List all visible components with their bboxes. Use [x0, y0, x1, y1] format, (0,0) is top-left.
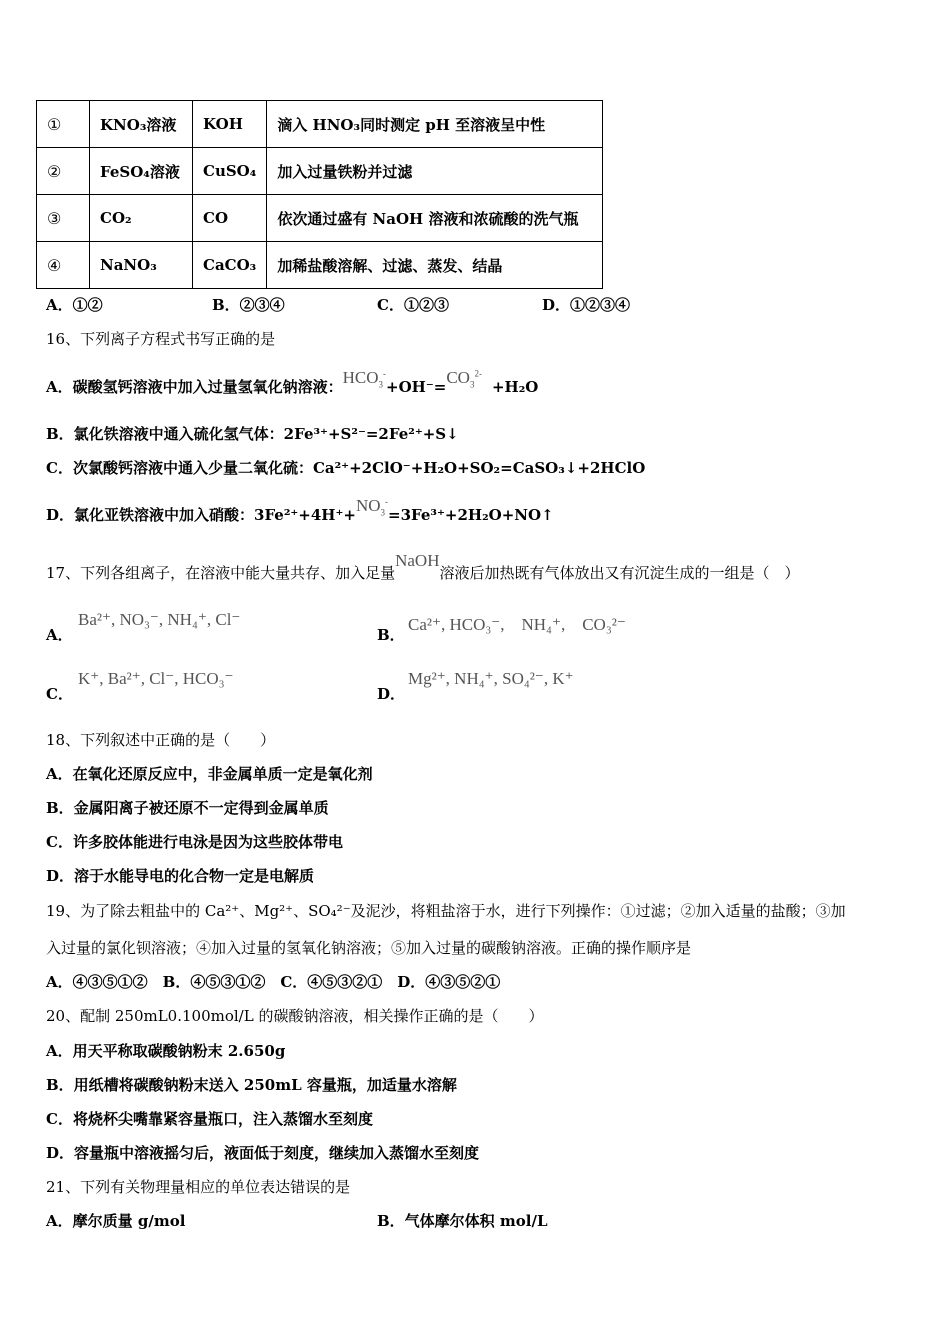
method: 加稀盐酸溶解、过滤、蒸发、结晶	[267, 242, 603, 289]
table-row	[37, 148, 603, 195]
q16-stem: 16、下列离子方程式书写正确的是	[46, 330, 276, 348]
q16-a-end: +H₂O	[491, 378, 539, 396]
q17-option-b-label: B．	[377, 626, 405, 644]
q17-stem-suffix: 溶液后加热既有气体放出又有沉淀生成的一组是（ ）	[439, 564, 800, 582]
substance: NaNO₃	[90, 242, 193, 289]
impurity: CO	[193, 195, 267, 242]
q20-option-d: D．容量瓶中溶液摇匀后，液面低于刻度，继续加入蒸馏水至刻度	[46, 1144, 480, 1162]
q16-option-a: A．碳酸氢钙溶液中加入过量氢氧化钠溶液：$HCO_3^-+OH^-=CO_3^{2-}+H_2O$	[46, 368, 539, 396]
naoh-formula: NaOH	[395, 551, 440, 570]
q16-option-c: C．次氯酸钙溶液中通入少量二氧化硫：Ca²⁺+2ClO⁻+H₂O+SO₂=CaSO₃↓+2HClO	[46, 459, 646, 477]
q18-option-a: A．在氧化还原反应中，非金属单质一定是氧化剂	[46, 765, 373, 783]
q18-stem: 18、下列叙述中正确的是（ ）	[46, 731, 276, 749]
q19-stem-line1: 19、为了除去粗盐中的 Ca²⁺、Mg²⁺、SO₄²⁻及泥沙，将粗盐溶于水，进行下列操作：①过滤；②加入适量的盐酸；③加	[46, 902, 846, 920]
substance: KNO₃溶液	[90, 101, 193, 148]
q17-stem	[46, 551, 800, 583]
q20-option-c: C．将烧杯尖嘴靠紧容量瓶口，注入蒸馏水至刻度	[46, 1110, 373, 1128]
row-number: ③	[37, 195, 90, 242]
q16-a-mid: +OH⁻=	[386, 378, 447, 396]
table-row	[37, 242, 603, 289]
table-row	[37, 195, 603, 242]
row-number: ④	[37, 242, 90, 289]
substance: CO₂	[90, 195, 193, 242]
q16-d-end: =3Fe³⁺+2H₂O+NO↑	[388, 506, 554, 524]
impurity: CaCO₃	[193, 242, 267, 289]
q16-option-d: D．氯化亚铁溶液中加入硝酸：$3Fe^{2+}+4H^++NO_3^-=3Fe^{3+}+2H_2O+NO↑$	[46, 496, 554, 524]
row-number: ①	[37, 101, 90, 148]
q15-option-c: C．①②③	[377, 296, 449, 314]
hco3-formula: HCO	[342, 368, 379, 387]
q15-option-a: A．①②	[46, 296, 103, 314]
q20-stem: 20、配制 250mL0.100mol/L 的碳酸钠溶液，相关操作正确的是（ ）	[46, 1007, 544, 1025]
row-number: ②	[37, 148, 90, 195]
q20-option-b: B．用纸槽将碳酸钠粉末送入 250mL 容量瓶，加适量水溶解	[46, 1076, 457, 1094]
options-table	[36, 100, 603, 289]
q21-option-a: A．摩尔质量 g/mol	[46, 1212, 186, 1230]
q18-option-d: D．溶于水能导电的化合物一定是电解质	[46, 867, 315, 885]
q17-stem-prefix: 17、下列各组离子，在溶液中能大量共存、加入足量	[46, 564, 396, 582]
table-row	[37, 101, 603, 148]
substance: FeSO₄溶液	[90, 148, 193, 195]
q21-option-b: B．气体摩尔体积 mol/L	[377, 1212, 548, 1230]
impurity: KOH	[193, 101, 267, 148]
q16-a-text: A．碳酸氢钙溶液中加入过量氢氧化钠溶液：	[46, 378, 343, 396]
q15-option-b: B．②③④	[212, 296, 285, 314]
no3-formula: NO	[355, 496, 381, 515]
q15-option-d: D．①②③④	[542, 296, 631, 314]
q16-d-text: D．氯化亚铁溶液中加入硝酸：3Fe²⁺+4H⁺+	[46, 506, 356, 524]
q18-option-c: C．许多胶体能进行电泳是因为这些胶体带电	[46, 833, 343, 851]
q17-option-c-label: C．	[46, 685, 73, 703]
q17-option-d-label: D．	[377, 685, 406, 703]
q17-option-a-label: A．	[46, 626, 73, 644]
q18-option-b: B．金属阳离子被还原不一定得到金属单质	[46, 799, 329, 817]
q17-option-d-ions: Mg²⁺, NH₄⁺, SO₄²⁻, K⁺	[408, 669, 574, 688]
q16-option-b: B．氯化铁溶液中通入硫化氢气体：2Fe³⁺+S²⁻=2Fe²⁺+S↓	[46, 425, 459, 443]
co3-formula: CO	[446, 368, 470, 387]
q17-option-a-ions: Ba²⁺, NO₃⁻, NH₄⁺, Cl⁻	[78, 610, 241, 629]
method: 加入过量铁粉并过滤	[267, 148, 603, 195]
impurity: CuSO₄	[193, 148, 267, 195]
q19-stem-line2: 入过量的氯化钡溶液；④加入过量的氢氧化钠溶液；⑤加入过量的碳酸钠溶液。正确的操作顺序是	[46, 939, 692, 957]
q21-stem: 21、下列有关物理量相应的单位表达错误的是	[46, 1178, 351, 1196]
q17-option-c-ions: K⁺, Ba²⁺, Cl⁻, HCO₃⁻	[78, 669, 234, 688]
q17-option-b-ions: Ca²⁺, HCO₃⁻, NH₄⁺, CO₃²⁻	[408, 615, 626, 634]
q19-options: A．④③⑤①② B．④⑤③①② C．④⑤③②① D．④③⑤②①	[46, 973, 501, 991]
q20-option-a: A．用天平称取碳酸钠粉末 2.650g	[46, 1042, 286, 1060]
method: 依次通过盛有 NaOH 溶液和浓硫酸的洗气瓶	[267, 195, 603, 242]
method: 滴入 HNO₃同时测定 pH 至溶液呈中性	[267, 101, 603, 148]
